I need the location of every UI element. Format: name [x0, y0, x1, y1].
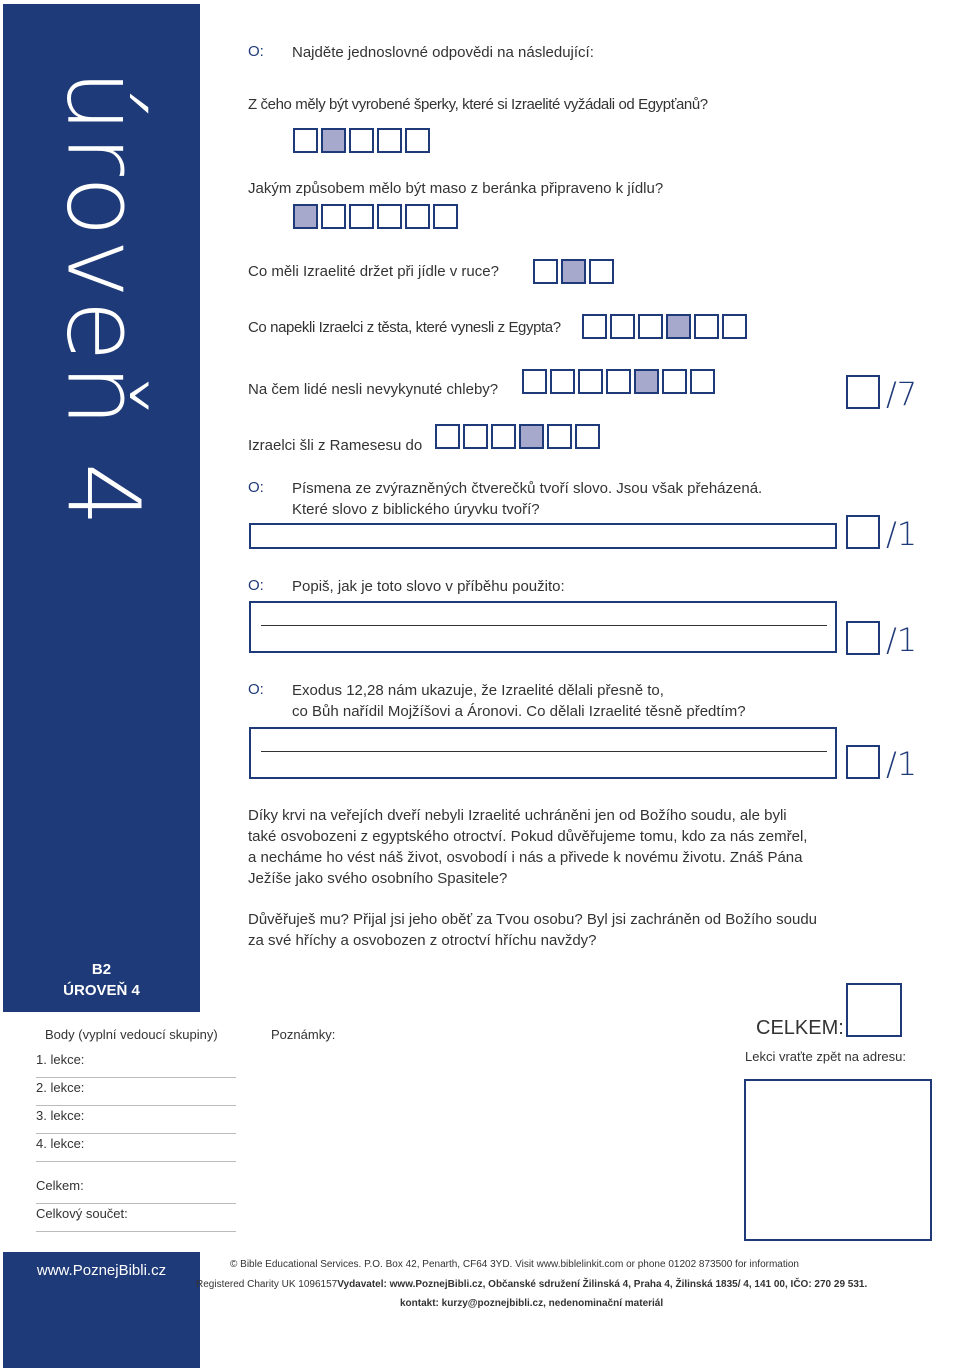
score-value: /1	[886, 621, 918, 659]
letter-box[interactable]	[349, 204, 374, 229]
question-6: Izraelci šli z Ramesesu do	[248, 437, 423, 454]
points-row[interactable]: 1. lekce:	[36, 1050, 236, 1078]
answer-line	[261, 751, 827, 752]
letter-box[interactable]	[610, 314, 635, 339]
task-label: O:	[248, 577, 264, 594]
highlighted-letter-box[interactable]	[321, 128, 346, 153]
score-value: /1	[886, 745, 918, 783]
question-3: Co měli Izraelité držet při jídle v ruce?	[248, 263, 499, 280]
paragraph-line: Ježíše jako svého osobního Spasitele?	[248, 870, 508, 887]
paragraph-line: Díky krvi na veřejích dveří nebyli Izraelité uchráněni jen od Božího soudu, ale byli	[248, 807, 787, 824]
score-task3	[846, 621, 918, 659]
task4-line1: Exodus 12,28 nám ukazuje, že Izraelité dělali přesně to,	[292, 682, 664, 699]
letter-box[interactable]	[575, 424, 600, 449]
paragraph-line: a necháme ho vést náš život, osvobodí i nás a přivede k novému životu. Znáš Pána	[248, 849, 803, 866]
points-heading: Body (vyplní vedoucí skupiny)	[45, 1027, 218, 1042]
letter-box[interactable]	[662, 369, 687, 394]
task4-line2: co Bůh nařídil Mojžíšovi a Áronovi. Co dělali Izraelité těsně předtím?	[292, 703, 746, 720]
answer-boxes-1[interactable]	[293, 128, 430, 153]
footer-copyright: © Bible Educational Services. P.O. Box 42, Penarth, CF64 3YD. Visit www.biblelinkit.com or phone 01202 873500 for information	[230, 1259, 799, 1270]
total-score-box[interactable]	[846, 983, 902, 1037]
footer-bar	[3, 1252, 200, 1368]
question-1: Z čeho měly být vyrobené šperky, které si Izraelité vyžádali od Egypťanů?	[248, 96, 708, 113]
answer-boxes-6[interactable]	[435, 424, 600, 449]
letter-box[interactable]	[321, 204, 346, 229]
letter-box[interactable]	[435, 424, 460, 449]
question-5: Na čem lidé nesli nevykynuté chleby?	[248, 381, 499, 398]
letter-box[interactable]	[690, 369, 715, 394]
highlighted-letter-box[interactable]	[293, 204, 318, 229]
footer-publisher	[196, 1279, 867, 1290]
points-row[interactable]: 3. lekce:	[36, 1106, 236, 1134]
score-task1	[846, 375, 918, 413]
task4-text	[292, 680, 746, 722]
highlighted-letter-box[interactable]	[519, 424, 544, 449]
answer-field-task3[interactable]	[249, 601, 837, 653]
question-2: Jakým způsobem mělo být maso z beránka připraveno k jídlu?	[248, 180, 664, 197]
letter-box[interactable]	[491, 424, 516, 449]
letter-box[interactable]	[722, 314, 747, 339]
answer-boxes-5[interactable]	[522, 369, 715, 394]
points-row[interactable]: Celkový součet:	[36, 1204, 236, 1232]
letter-box[interactable]	[578, 369, 603, 394]
question-4: Co napekli Izraelci z těsta, které vynesli z Egypta?	[248, 319, 561, 336]
task2-text	[292, 478, 762, 520]
letter-box[interactable]	[433, 204, 458, 229]
points-list	[36, 1050, 236, 1232]
letter-box[interactable]	[606, 369, 631, 394]
paragraph-line: Důvěřuješ mu? Přijal jsi jeho oběť za Tvou osobu? Byl jsi zachráněn od Božího soudu	[248, 911, 818, 928]
task1-instruction: Najděte jednoslovné odpovědi na následující:	[292, 44, 594, 61]
points-row[interactable]: 2. lekce:	[36, 1078, 236, 1106]
letter-box[interactable]	[293, 128, 318, 153]
task2-line2: Které slovo z biblického úryvku tvoří?	[292, 501, 540, 518]
letter-box[interactable]	[522, 369, 547, 394]
score-value: /7	[886, 375, 918, 413]
website-link[interactable]: www.PoznejBibli.cz	[36, 1262, 167, 1279]
task-label: O:	[248, 43, 264, 60]
sidebar	[3, 4, 200, 1012]
highlighted-letter-box[interactable]	[666, 314, 691, 339]
letter-box[interactable]	[463, 424, 488, 449]
letter-box[interactable]	[377, 204, 402, 229]
paragraph-1	[248, 805, 848, 889]
points-row[interactable]: Celkem:	[36, 1176, 236, 1204]
level-code-line1: B2	[91, 961, 112, 978]
paragraph-2	[248, 909, 848, 951]
answer-boxes-3[interactable]	[533, 259, 614, 284]
letter-box[interactable]	[582, 314, 607, 339]
footer-publisher-info: Vydavatel: www.PoznejBibli.cz, Občanské sdružení Žilinská 4, Praha 4, Žilinská 1835/ 4, 141 00, IČO: 270 29 531.	[337, 1279, 868, 1290]
score-task2	[846, 515, 918, 553]
paragraph-line: za své hříchy a osvobozen z otroctví hříchu navždy?	[248, 932, 597, 949]
answer-line	[261, 625, 827, 626]
letter-box[interactable]	[533, 259, 558, 284]
return-label: Lekci vraťte zpět na adresu:	[745, 1049, 906, 1064]
answer-boxes-2[interactable]	[293, 204, 458, 229]
score-box[interactable]	[846, 745, 880, 779]
task-label: O:	[248, 479, 264, 496]
answer-field-task2[interactable]	[249, 523, 837, 549]
highlighted-letter-box[interactable]	[634, 369, 659, 394]
answer-boxes-4[interactable]	[582, 314, 747, 339]
task3-text: Popiš, jak je toto slovo v příběhu použito:	[292, 578, 565, 595]
paragraph-line: také osvobozeni z egyptského otroctví. Pokud důvěřujeme tomu, kdo za nás zemřel,	[248, 828, 808, 845]
task-label: O:	[248, 681, 264, 698]
total-label: CELKEM:	[756, 1017, 844, 1039]
letter-box[interactable]	[349, 128, 374, 153]
level-title-text: úroveň 4	[44, 69, 162, 529]
level-code-line2: ÚROVEŇ 4	[63, 982, 140, 999]
notes-label: Poznámky:	[271, 1027, 336, 1042]
letter-box[interactable]	[589, 259, 614, 284]
points-row[interactable]: 4. lekce:	[36, 1134, 236, 1162]
letter-box[interactable]	[547, 424, 572, 449]
score-box[interactable]	[846, 375, 880, 409]
level-title	[23, 64, 183, 534]
highlighted-letter-box[interactable]	[561, 259, 586, 284]
letter-box[interactable]	[405, 128, 430, 153]
letter-box[interactable]	[694, 314, 719, 339]
task2-line1: Písmena ze zvýrazněných čtverečků tvoří slovo. Jsou však přeházená.	[292, 480, 763, 497]
score-task4	[846, 745, 918, 783]
footer-contact: kontakt: kurzy@poznejbibli.cz, nedenominační materiál	[400, 1298, 664, 1309]
letter-box[interactable]	[405, 204, 430, 229]
score-box[interactable]	[846, 515, 880, 549]
letter-box[interactable]	[377, 128, 402, 153]
letter-box[interactable]	[550, 369, 575, 394]
letter-box[interactable]	[638, 314, 663, 339]
score-value: /1	[886, 515, 918, 553]
footer-charity: Registered Charity UK 1096157	[196, 1279, 338, 1290]
score-box[interactable]	[846, 621, 880, 655]
return-address-box[interactable]	[744, 1079, 932, 1241]
answer-field-task4[interactable]	[249, 727, 837, 779]
level-code	[3, 959, 200, 1001]
